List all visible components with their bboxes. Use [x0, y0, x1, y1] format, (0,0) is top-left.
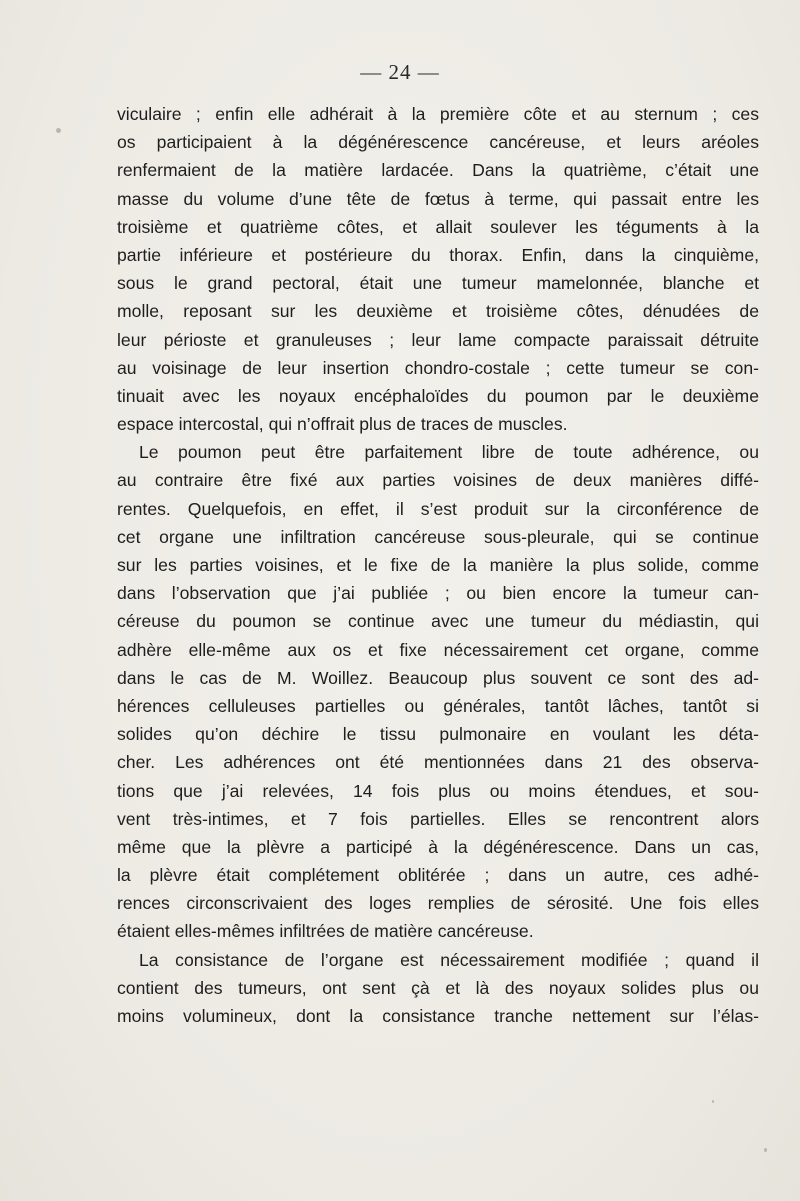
text-line: adhère elle-même aux os et fixe nécessairement cet organe, comme — [117, 639, 759, 660]
text-line: viculaire ; enfin elle adhérait à la première côte et au sternum ; ces — [117, 104, 759, 124]
text-line: hérences celluleuses partielles ou générales, tantôt lâches, tantôt si — [117, 695, 759, 716]
paper-speck — [712, 1100, 714, 1103]
text-line: céreuse du poumon se continue avec une tumeur du médiastin, qui — [117, 611, 759, 632]
text-line: moins volumineux, dont la consistance tranche nettement sur l’élas- — [117, 1006, 759, 1026]
text-line: tinuait avec les noyaux encéphaloïdes du poumon par le deuxième — [117, 385, 759, 406]
text-line: renfermaient de la matière lardacée. Dans la quatrième, c’était une — [117, 160, 759, 181]
paper-speck — [56, 128, 61, 133]
text-line: tions que j’ai relevées, 14 fois plus ou moins étendues, et sou- — [117, 780, 759, 801]
text-line: vent très-intimes, et 7 fois partielles. Elles se rencontrent alors — [117, 808, 759, 829]
text-line: la plèvre était complétement oblitérée ; dans un autre, ces adhé- — [117, 865, 759, 886]
text-line: dans le cas de M. Woillez. Beaucoup plus souvent ce sont des ad- — [117, 667, 759, 688]
paragraph-last-line: étaient elles-mêmes infiltrées de matière cancéreuse. — [117, 921, 534, 942]
text-line: os participaient à la dégénérescence cancéreuse, et leurs aréoles — [117, 132, 759, 153]
text-line: contient des tumeurs, ont sent çà et là des noyaux solides plus ou — [117, 977, 759, 998]
text-line: sous le grand pectoral, était une tumeur mamelonnée, blanche et — [117, 273, 759, 294]
paragraph-last-line: espace intercostal, qui n’offrait plus de traces de muscles. — [117, 414, 568, 435]
text-line: molle, reposant sur les deuxième et troisième côtes, dénudées de — [117, 301, 759, 322]
text-line: au voisinage de leur insertion chondro-costale ; cette tumeur se con- — [117, 357, 759, 378]
paragraph-first-line: La consistance de l’organe est nécessairement modifiée ; quand il — [139, 949, 759, 970]
text-line: rences circonscrivaient des loges remplies de sérosité. Une fois elles — [117, 893, 759, 914]
text-line: sur les parties voisines, et le fixe de la manière la plus solide, comme — [117, 555, 759, 575]
text-line: au contraire être fixé aux parties voisines de deux manières diffé- — [117, 470, 759, 491]
text-line: leur périoste et granuleuses ; leur lame compacte paraissait détruite — [117, 329, 759, 350]
text-line: dans l’observation que j’ai publiée ; ou bien encore la tumeur can- — [117, 583, 759, 604]
text-line: partie inférieure et postérieure du thorax. Enfin, dans la cinquième, — [117, 244, 759, 265]
text-line: cher. Les adhérences ont été mentionnées dans 21 des observa- — [117, 752, 759, 773]
paper-speck — [764, 1148, 767, 1152]
body-text — [117, 100, 759, 1030]
text-line: même que la plèvre a participé à la dégénérescence. Dans un cas, — [117, 836, 759, 857]
text-line: solides qu’on déchire le tissu pulmonaire en voulant les déta- — [117, 724, 759, 745]
text-line: masse du volume d’une tête de fœtus à terme, qui passait entre les — [117, 188, 759, 209]
paragraph-first-line: Le poumon peut être parfaitement libre de toute adhérence, ou — [139, 442, 759, 463]
page-number: — 24 — — [360, 60, 440, 84]
text-line: rentes. Quelquefois, en effet, il s’est produit sur la circonférence de — [117, 498, 759, 519]
text-line: troisième et quatrième côtes, et allait soulever les téguments à la — [117, 216, 759, 237]
text-line: cet organe une infiltration cancéreuse sous-pleurale, qui se continue — [117, 526, 759, 547]
